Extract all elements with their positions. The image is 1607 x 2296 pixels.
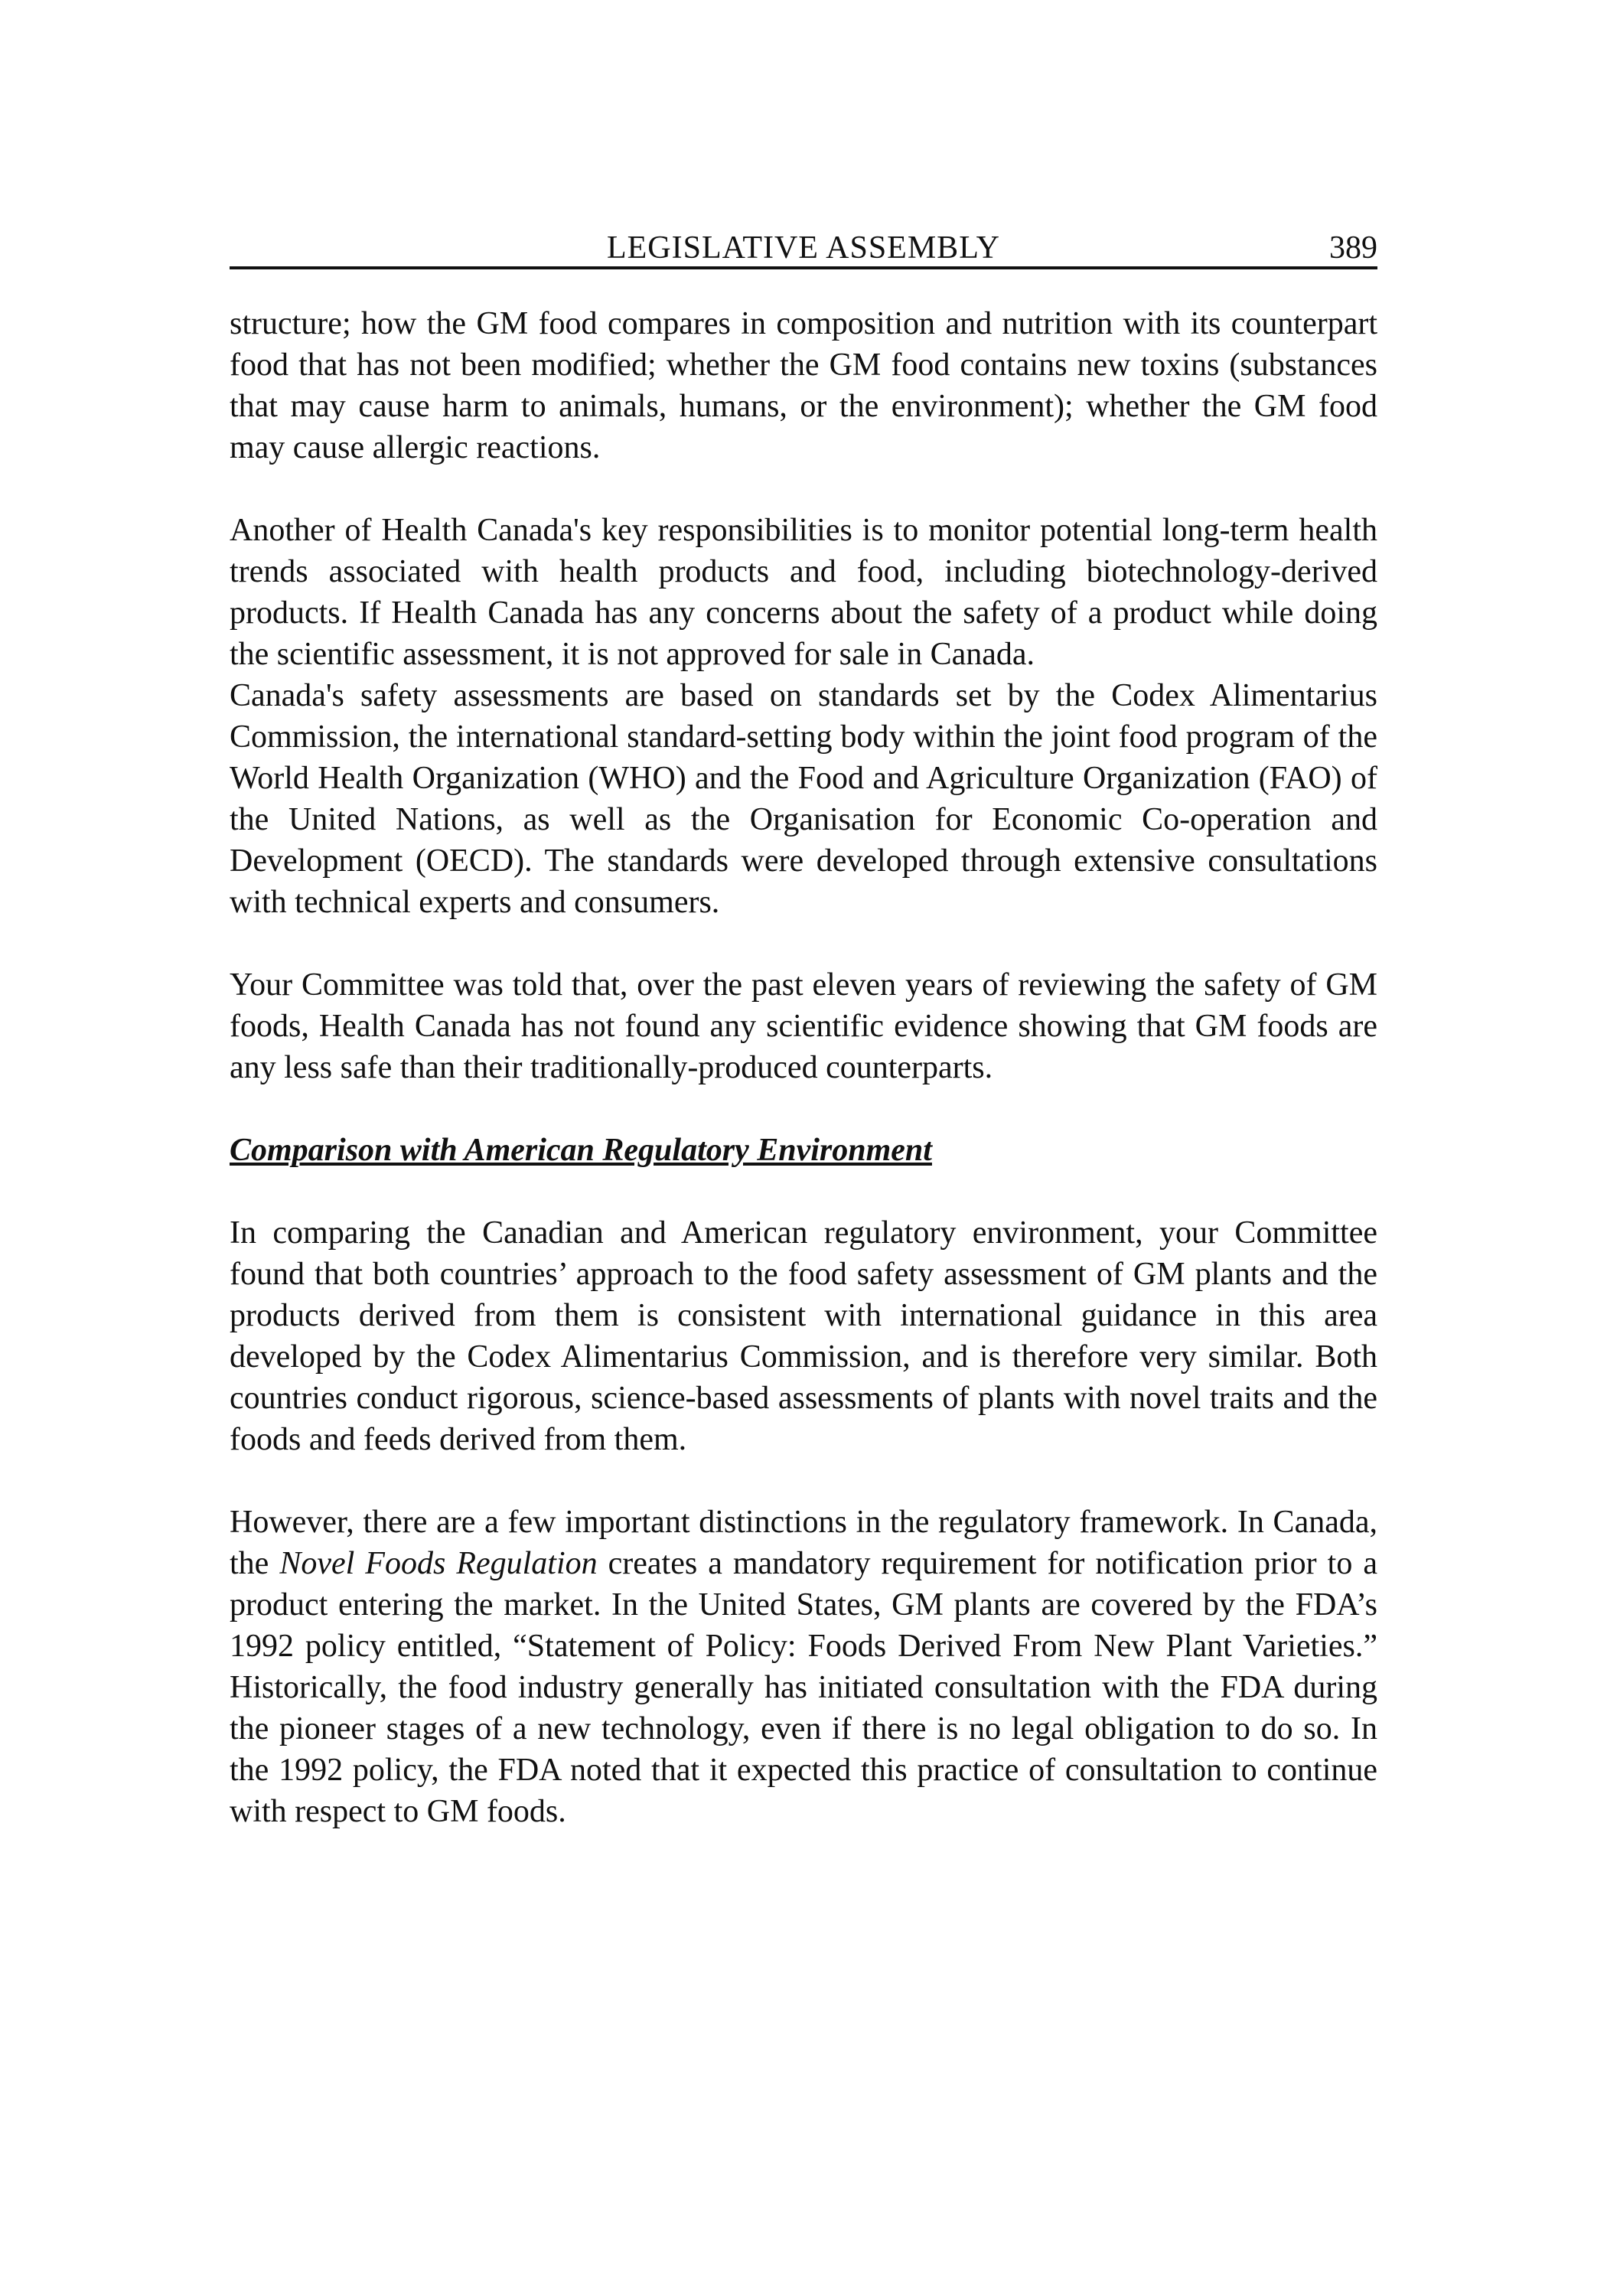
paragraph-1: structure; how the GM food compares in composition and nutrition with its counterpart food that has not been modified; whether the GM food contains new toxins (substances that may cause harm to animals, humans, or the environment); whether the GM food may cause allergic reactions. [230,306,1377,465]
regulation-title: Novel Foods Regulation [279,1546,598,1581]
paragraph-6-text-end: creates a mandatory requirement for notification prior to a product entering the market. In the United States, GM plants are covered by the FDA’s 1992 policy entitled, “Statement of Policy: Foods Derived From New Plant Varieties.” Historically, the food industry generally has initiated consultation with the FDA during the pioneer stages of a new technology, even if there is no legal obligation to do so. In the 1992 policy, the FDA noted that it expected this practice of consultation to continue with respect to GM foods. [230,1546,1377,1829]
running-header [230,230,1377,269]
document-page [230,230,1377,1832]
paragraph-4: Your Committee was told that, over the past eleven years of reviewing the safety of GM foods, Health Canada has not found any scientific evidence showing that GM foods are any less safe than their traditionally-produced counterparts. [230,967,1377,1085]
section-heading: Comparison with American Regulatory Environment [230,1133,932,1168]
paragraph-6 [230,1502,1377,1832]
paragraph-3: Canada's safety assessments are based on standards set by the Codex Alimentarius Commission, the international standard-setting body within the joint food program of the World Health Organization (WHO) and the Food and Agriculture Organization (FAO) of the United Nations, as well as the Organisation for Economic Co-operation and Development (OECD). The standards were developed through extensive consultations with technical experts and consumers. [230,678,1377,920]
body-text [230,303,1377,1832]
page-number: 389 [1329,230,1377,266]
header-title: LEGISLATIVE ASSEMBLY [607,230,1000,266]
paragraph-5: In comparing the Canadian and American regulatory environment, your Committee found that both countries’ approach to the food safety assessment of GM plants and the products derived from them is consistent with international guidance in this area developed by the Codex Alimentarius Commission, and is therefore very similar. Both countries conduct rigorous, science-based assessments of plants with novel traits and the foods and feeds derived from them. [230,1215,1377,1457]
paragraph-6-text-start: However, there are a few important distinctions in the regulatory framework. In Canada, the [230,1505,1377,1581]
paragraph-2: Another of Health Canada's key responsibilities is to monitor potential long-term health trends associated with health products and food, including biotechnology-derived products. If Health Canada has any concerns about the safety of a product while doing the scientific assessment, it is not approved for sale in Canada. [230,513,1377,672]
